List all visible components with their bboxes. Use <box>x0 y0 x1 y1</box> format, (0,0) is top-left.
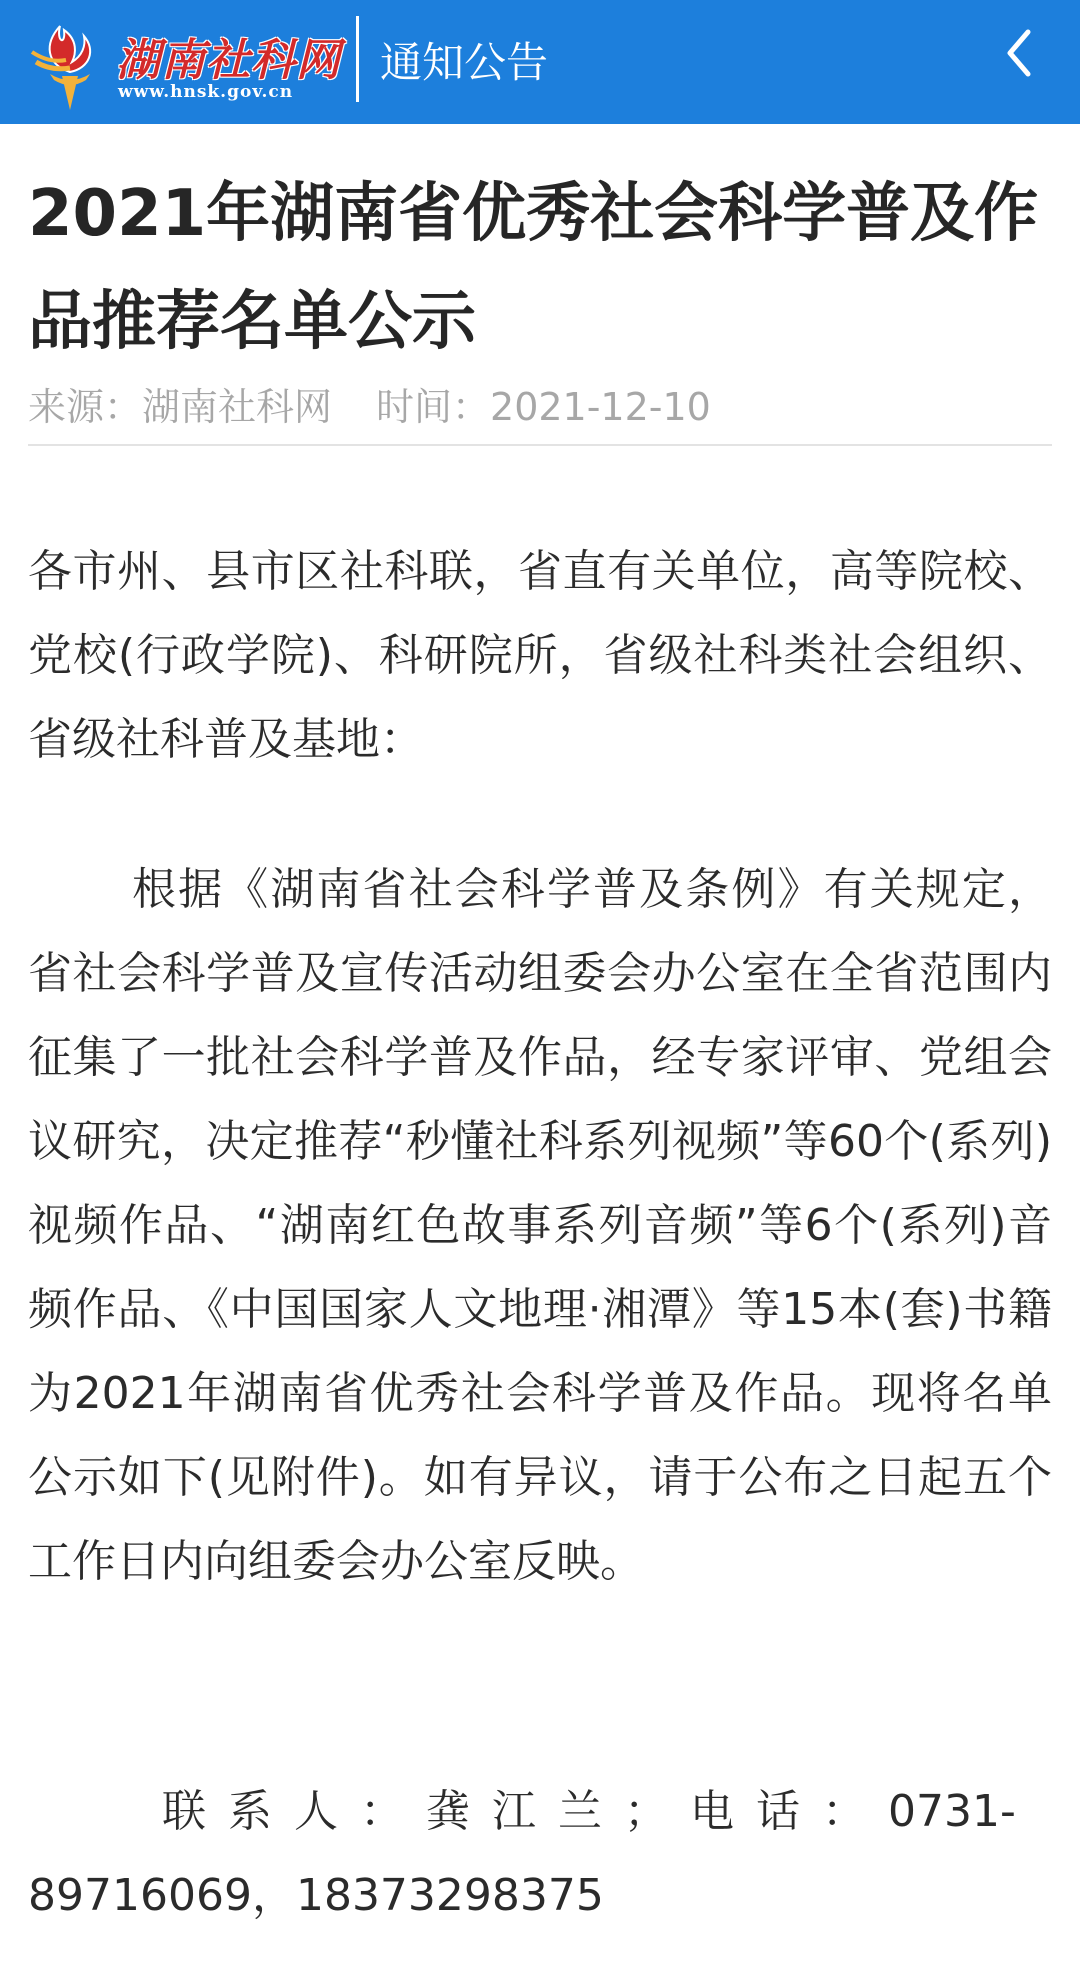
torch-logo-icon <box>26 16 114 112</box>
header-divider <box>356 16 359 102</box>
article-body: 根据《湖南省社会科学普及条例》有关规定，省社会科学普及宣传活动组委会办公室在全省范围内征集了一批社会科学普及作品，经专家评审、党组会议研究，决定推荐“秒懂社科系列视频”等60个(系列)视频作品、“湖南红色故事系列音频”等6个(系列)音频作品、《中国国家人文地理·湘潭》等15本(套)书籍为2021年湖南省优秀社会科学普及作品。现将名单公示如下(见附件)。如有异议，请于公布之日起五个工作日内向组委会办公室反映。 <box>28 864 1052 1587</box>
article-source: 来源：湖南社科网 <box>28 385 333 429</box>
article-title: 2021年湖南省优秀社会科学普及作品推荐名单公示 <box>28 177 1039 359</box>
article-time: 时间：2021-12-10 <box>376 385 711 429</box>
logo-url: www.hnsk.gov.cn <box>118 82 294 102</box>
logo-text: 湖南社科网 <box>116 35 341 86</box>
article-contact <box>28 1770 1052 1938</box>
article-meta <box>28 384 1052 430</box>
chevron-left-icon <box>990 18 1050 88</box>
contact-label: 联系人：龚江兰；电话： <box>162 1786 888 1837</box>
meta-divider <box>28 444 1052 446</box>
back-button[interactable] <box>990 18 1050 88</box>
site-logo[interactable] <box>26 12 341 112</box>
article-salutation: 各市州、县市区社科联，省直有关单位，高等院校、党校(行政学院)、科研院所，省级社科类社会组织、省级社科普及基地： <box>28 546 1052 765</box>
contact-numbers: 0731-89716069，18373298375 <box>28 1786 1016 1921</box>
section-title: 通知公告 <box>380 38 549 87</box>
top-header-bar <box>0 0 1080 124</box>
